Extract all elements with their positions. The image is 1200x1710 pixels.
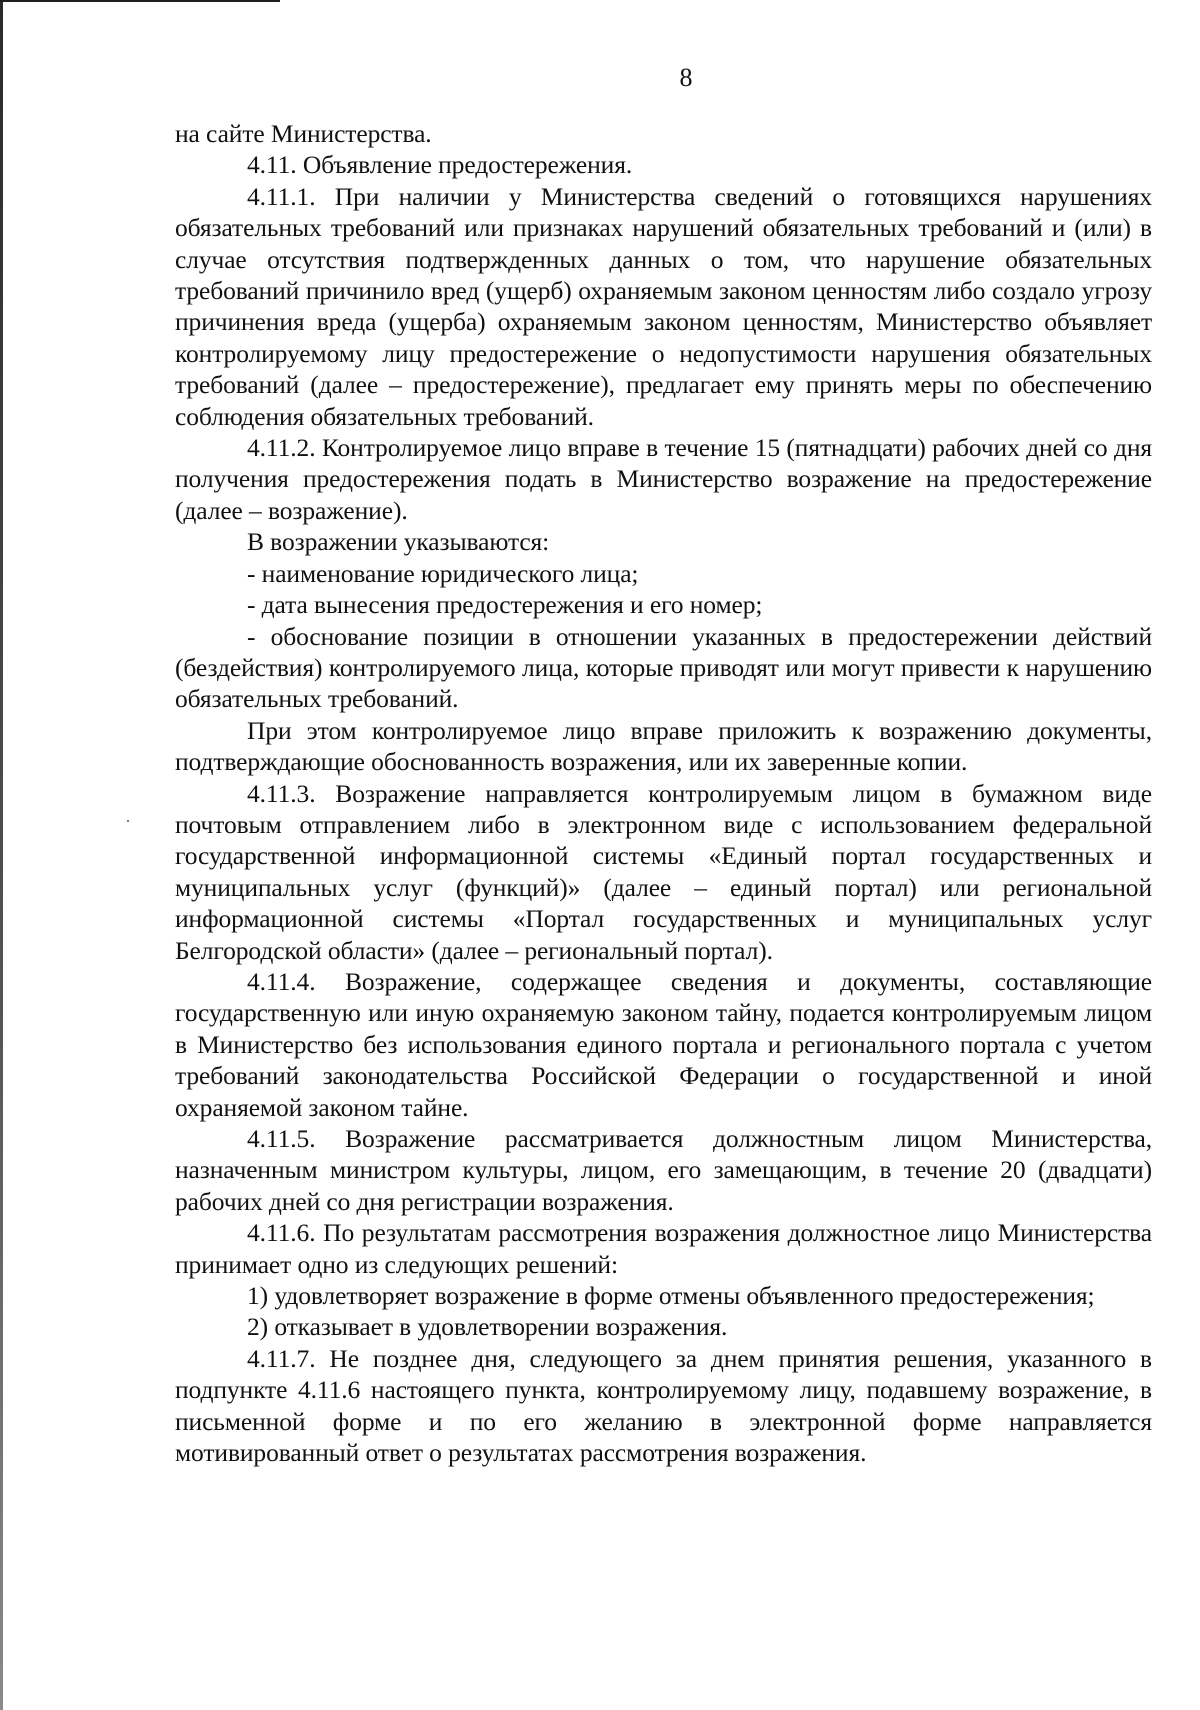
paragraph-objection-contents-intro: В возражении указываются: [247, 527, 550, 557]
paragraph-4-11-4: 4.11.4. Возражение, содержащее сведения и документы, составляющие государственную или иную охраняемую законом тайну, подается контролируемым лицом в Министерство без использования единого портала и регионального портала с учетом требований законодательства Российской Федерации о государственной и иной охраняемой законом тайне. [175, 966, 1152, 1122]
scan-speck [127, 820, 129, 822]
paragraph-4-11-2: 4.11.2. Контролируемое лицо вправе в течение 15 (пятнадцати) рабочих дней со дня получения предостережения подать в Министерство возражение на предостережение (далее – возражение). [175, 433, 1152, 525]
paragraph-4-11-7: 4.11.7. Не позднее дня, следующего за днем принятия решения, указанного в подпункте 4.11.6 настоящего пункта, контролируемому лицу, подавшему возражение, в письменной форме и по его желанию в электронной форме направляется мотивированный ответ о результатах рассмотрения возражения. [175, 1343, 1152, 1468]
paragraph-4-11-3: 4.11.3. Возражение направляется контролируемым лицом в бумажном виде почтовым отправлением либо в электронном виде с использованием федеральной государственной информационной системы «Единый портал государственных и муниципальных услуг (функций)» (далее – единый портал) или региональной информационной системы «Портал государственных и муниципальных услуг Белгородской области» (далее – региональный портал). [175, 778, 1152, 965]
list-item-warning-date-number: - дата вынесения предостережения и его номер; [247, 590, 763, 620]
page-number: 8 [679, 63, 693, 92]
list-item-legal-entity-name: - наименование юридического лица; [247, 558, 639, 588]
paragraph-4-11-heading: 4.11. Объявление предостережения. [247, 150, 633, 180]
list-item-position-justification: - обоснование позиции в отношении указанных в предостережении действий (бездействия) контролируемого лица, которые приводят или могут привести к нарушению обязательных требований. [175, 621, 1152, 714]
paragraph-attach-documents: При этом контролируемое лицо вправе приложить к возражению документы, подтверждающие обоснованность возражения, или их заверенные копии. [175, 715, 1152, 777]
list-item-decision-refuse: 2) отказывает в удовлетворении возражения. [247, 1312, 728, 1342]
document-page [175, 58, 1152, 1468]
scan-top-edge [0, 0, 280, 2]
list-item-decision-satisfy: 1) удовлетворяет возражение в форме отмены объявленного предостережения; [247, 1281, 1095, 1311]
scan-left-edge [0, 0, 3, 1710]
paragraph-4-11-6: 4.11.6. По результатам рассмотрения возражения должностное лицо Министерства принимает одно из следующих решений: [175, 1218, 1152, 1279]
paragraph-4-11-1: 4.11.1. При наличии у Министерства сведений о готовящихся нарушениях обязательных требований или признаках нарушений обязательных требований и (или) в случае отсутствия подтвержденных данных о том, что нарушение обязательных требований причинило вред (ущерб) охраняемым законом ценностям либо создало угрозу причинения вреда (ущерба) охраняемым законом ценностям, Министерство объявляет контролируемому лицу предостережение о недопустимости нарушения обязательных требований (далее – предостережение), предлагает ему принять меры по обеспечению соблюдения обязательных требований. [175, 181, 1152, 431]
paragraph-4-11-5: 4.11.5. Возражение рассматривается должностным лицом Министерства, назначенным министром культуры, лицом, его замещающим, в течение 20 (двадцати) рабочих дней со дня регистрации возражения. [175, 1124, 1152, 1216]
paragraph-continuation: на сайте Министерства. [175, 119, 432, 148]
